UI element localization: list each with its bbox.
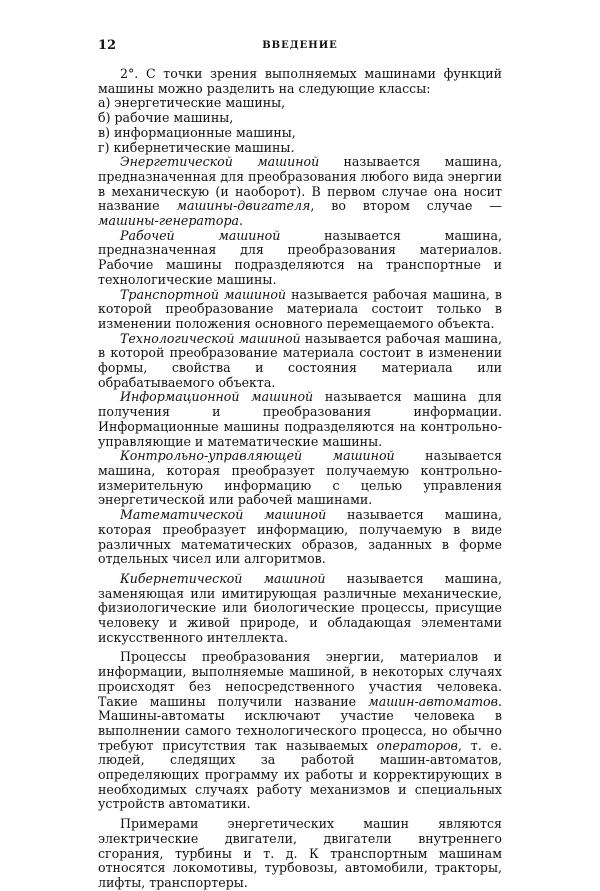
term: операторов xyxy=(376,737,458,753)
paragraph-working-machine: Рабочей машиной называется машина, предназначенная для преобразования материалов. Рабочие машины подразделяются на транспортные и технологические машины. xyxy=(98,227,502,287)
body-text xyxy=(98,67,502,891)
term: Контрольно-управляющей машиной xyxy=(120,448,395,464)
list-item: б) рабочие машины, xyxy=(98,110,234,126)
paragraph-energy-machine: Энергетической машиной называется машина, предназначенная для преобразования любого вида энергии в механическую (и наоборот). В первом случае она носит название машины-двигателя, во втором случае — машины-генератора. xyxy=(98,154,502,229)
list-item: в) информационные машины, xyxy=(98,124,296,140)
term: Транспортной машиной xyxy=(120,286,287,302)
paragraph-control-machine: Контрольно-управляющей машиной называется машина, которая преобразует получаемую контрольно-измерительную информацию с целью управления энергетической или рабочей машинами. xyxy=(98,448,502,508)
term: Энергетической машиной xyxy=(120,154,320,170)
paragraph-technological-machine: Технологической машиной называется рабочая машина, в которой преобразование материала состоит в изменении формы, свойства и состояния материала или обрабатываемого объекта. xyxy=(98,330,502,390)
term: Информационной машиной xyxy=(120,389,314,405)
term: Рабочей машиной xyxy=(120,227,281,243)
paragraph-transport-machine: Транспортной машиной называется рабочая машина, в которой преобразование материала состоит только в изменении положения основного перемещаемого объекта. xyxy=(98,286,502,331)
running-head: ВВЕДЕНИЕ xyxy=(262,40,338,51)
term: Математической машиной xyxy=(120,507,327,523)
term: машины-двигателя xyxy=(176,198,311,214)
paragraph-math-machine: Математической машиной называется машина, которая преобразует информацию, получаемую в виде различных математических образов, заданных в форме отдельных чисел или алгоритмов. xyxy=(98,507,502,567)
page-number: 12 xyxy=(98,38,117,53)
list-item: г) кибернетические машины. xyxy=(98,139,295,155)
term: машины-генератора xyxy=(98,213,240,229)
list-item: а) энергетические машины, xyxy=(98,95,286,111)
term: Технологической машиной xyxy=(120,330,301,346)
paragraph-intro: 2°. С точки зрения выполняемых машинами функций машины можно разделить на следующие классы: xyxy=(98,66,502,96)
page-header xyxy=(98,38,502,54)
paragraph-examples: Примерами энергетических машин являются электрические двигатели, двигатели внутреннего сгорания, турбины и т. д. К транспортным машинам относятся локомотивы, турбовозы, автомобили, тракторы, лифты, транспортеры. xyxy=(98,816,502,890)
term: Кибернетической машиной xyxy=(120,570,326,586)
term: машин-автоматов xyxy=(368,693,498,709)
paragraph-automata: Процессы преобразования энергии, материалов и информации, выполняемые машиной, в некоторых случаях происходят без непосредственного участия человека. Такие машины получили название машин-автоматов. Машины-автоматы исключают участие человека в выполнении самого технологического процесса, но обычно требуют присутствия так называемых операторов, т. е. людей, следящих за работой машин-автоматов, определяющих программу их работы и корректирующих в необходимых случаях работу механизмов и специальных устройств автоматики. xyxy=(98,649,503,812)
paragraph-information-machine: Информационной машиной называется машина для получения и преобразования информации. Информационные машины подразделяются на контрольно-управляющие и математические машины. xyxy=(98,389,502,449)
paragraph-cybernetic-machine: Кибернетической машиной называется машина, заменяющая или имитирующая различные механические, физиологические или биологические процессы, присущие человеку и живой природе, и обладающая элементами искусственного интеллекта. xyxy=(98,570,502,645)
